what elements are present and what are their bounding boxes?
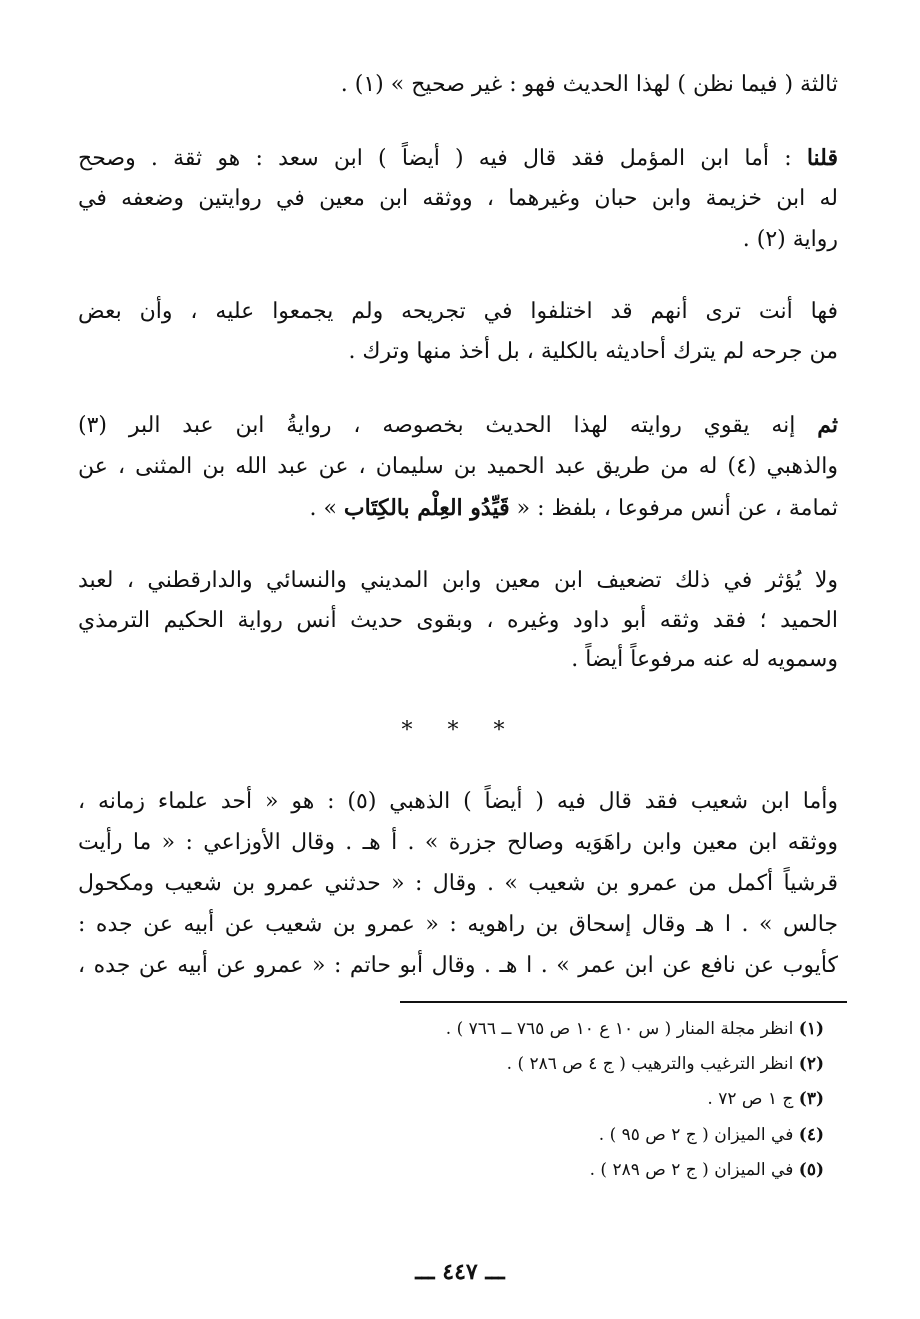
footnote-number: (٢) [798, 1054, 824, 1074]
footnote-number: (٤) [798, 1125, 824, 1145]
page-number: ـــ ٤٤٧ ـــ [415, 1259, 505, 1285]
footnote-4 [124, 1123, 824, 1147]
paragraph-2-line-1 [78, 143, 838, 174]
paragraph-3-line-2: من جرحه لم يترك أحاديثه بالكلية ، بل أخذ منها وترك . [348, 339, 838, 364]
paragraph-6-line-4: جالس » . ا هـ وقال إسحاق بن راهويه : « عمرو بن شعيب عن أبيه عن جده : [78, 912, 838, 937]
paragraph-6-line-2: ووثقه ابن معين وابن راهَوَيه وصالح جزرة » . أ هـ . وقال الأوزاعي : « ما رأيت [78, 830, 838, 855]
paragraph-5-line-2: الحميد ؛ فقد وثقه أبو داود وغيره ، وبقوى حديث أنس رواية الحكيم الترمذي [78, 608, 839, 633]
paragraph-3-line-1: فها أنت ترى أنهم قد اختلفوا في تجريحه ولم يجمعوا عليه ، وأن بعض [78, 299, 838, 324]
section-separator: * * * [401, 718, 519, 743]
paragraph-2-line-2: له ابن خزيمة وابن حبان وغيرهما ، ووثقه ابن معين في روايتين وضعفه في [78, 186, 838, 211]
lead-word-qulna: قلنا [806, 145, 838, 171]
paragraph-6-line-5: كأيوب عن نافع عن ابن عمر » . ا هـ . وقال أبو حاتم : « عمرو عن أبيه عن جده ، [78, 953, 838, 978]
footnote-text: في الميزان ( ج ٢ ص ٩٥ ) . [598, 1125, 794, 1145]
paragraph-1-line-1: ثالثة ( فيما نظن ) لهذا الحديث فهو : غير صحيح » (١) . [340, 72, 838, 97]
quote-close: » . [309, 496, 337, 521]
footnote-number: (١) [798, 1019, 824, 1039]
quote-intro: ثمامة ، عن أنس مرفوعا ، بلفظ : « [516, 496, 838, 521]
lead-word-thumma: ثم [817, 412, 838, 438]
footnote-divider [400, 1001, 847, 1003]
paragraph-2-line-1-text: : أما ابن المؤمل فقد قال فيه ( أيضاً ) ابن سعد : هو ثقة . وصحح [78, 146, 792, 171]
footnote-number: (٣) [798, 1089, 824, 1109]
paragraph-2-line-3: رواية (٢) . [742, 227, 838, 252]
paragraph-6-line-3: قرشياً أكمل من عمرو بن شعيب » . وقال : « حدثني عمرو بن شعيب ومكحول [78, 871, 838, 896]
footnote-text: انظر الترغيب والترهيب ( ج ٤ ص ٢٨٦ ) . [506, 1054, 794, 1074]
footnote-number: (٥) [798, 1160, 824, 1180]
footnote-text: في الميزان ( ج ٢ ص ٢٨٩ ) . [589, 1160, 794, 1180]
footnote-3 [124, 1087, 824, 1111]
footnote-1 [124, 1017, 824, 1041]
paragraph-6-line-1: وأما ابن شعيب فقد قال فيه ( أيضاً ) الذهبي (٥) : هو « أحد علماء زمانه ، [78, 789, 838, 814]
footnote-5 [124, 1158, 824, 1182]
footnote-2 [124, 1052, 824, 1076]
paragraph-4-line-1 [78, 410, 838, 441]
paragraph-4-line-3 [78, 493, 838, 524]
paragraph-5-line-3: وسمويه له عنه مرفوعاً أيضاً . [571, 647, 838, 672]
footnote-text: انظر مجلة المنار ( س ١٠ ع ١٠ ص ٧٦٥ ــ ٧٦٦ ) . [445, 1019, 794, 1039]
paragraph-5-line-1: ولا يُؤثر في ذلك تضعيف ابن معين وابن المديني والنسائي والدارقطني ، لعبد [78, 568, 838, 593]
footnote-text: ج ١ ص ٧٢ . [707, 1089, 794, 1109]
paragraph-4-line-1-text: إنه يقوي روايته لهذا الحديث بخصوصه ، روايةُ ابن عبد البر (٣) [78, 413, 796, 438]
paragraph-4-line-2: والذهبي (٤) له من طريق عبد الحميد بن سليمان ، عن عبد الله بن المثنى ، عن [78, 454, 839, 479]
quoted-hadith: قَيِّدُو العِلْم بالكِتَاب [343, 495, 510, 521]
